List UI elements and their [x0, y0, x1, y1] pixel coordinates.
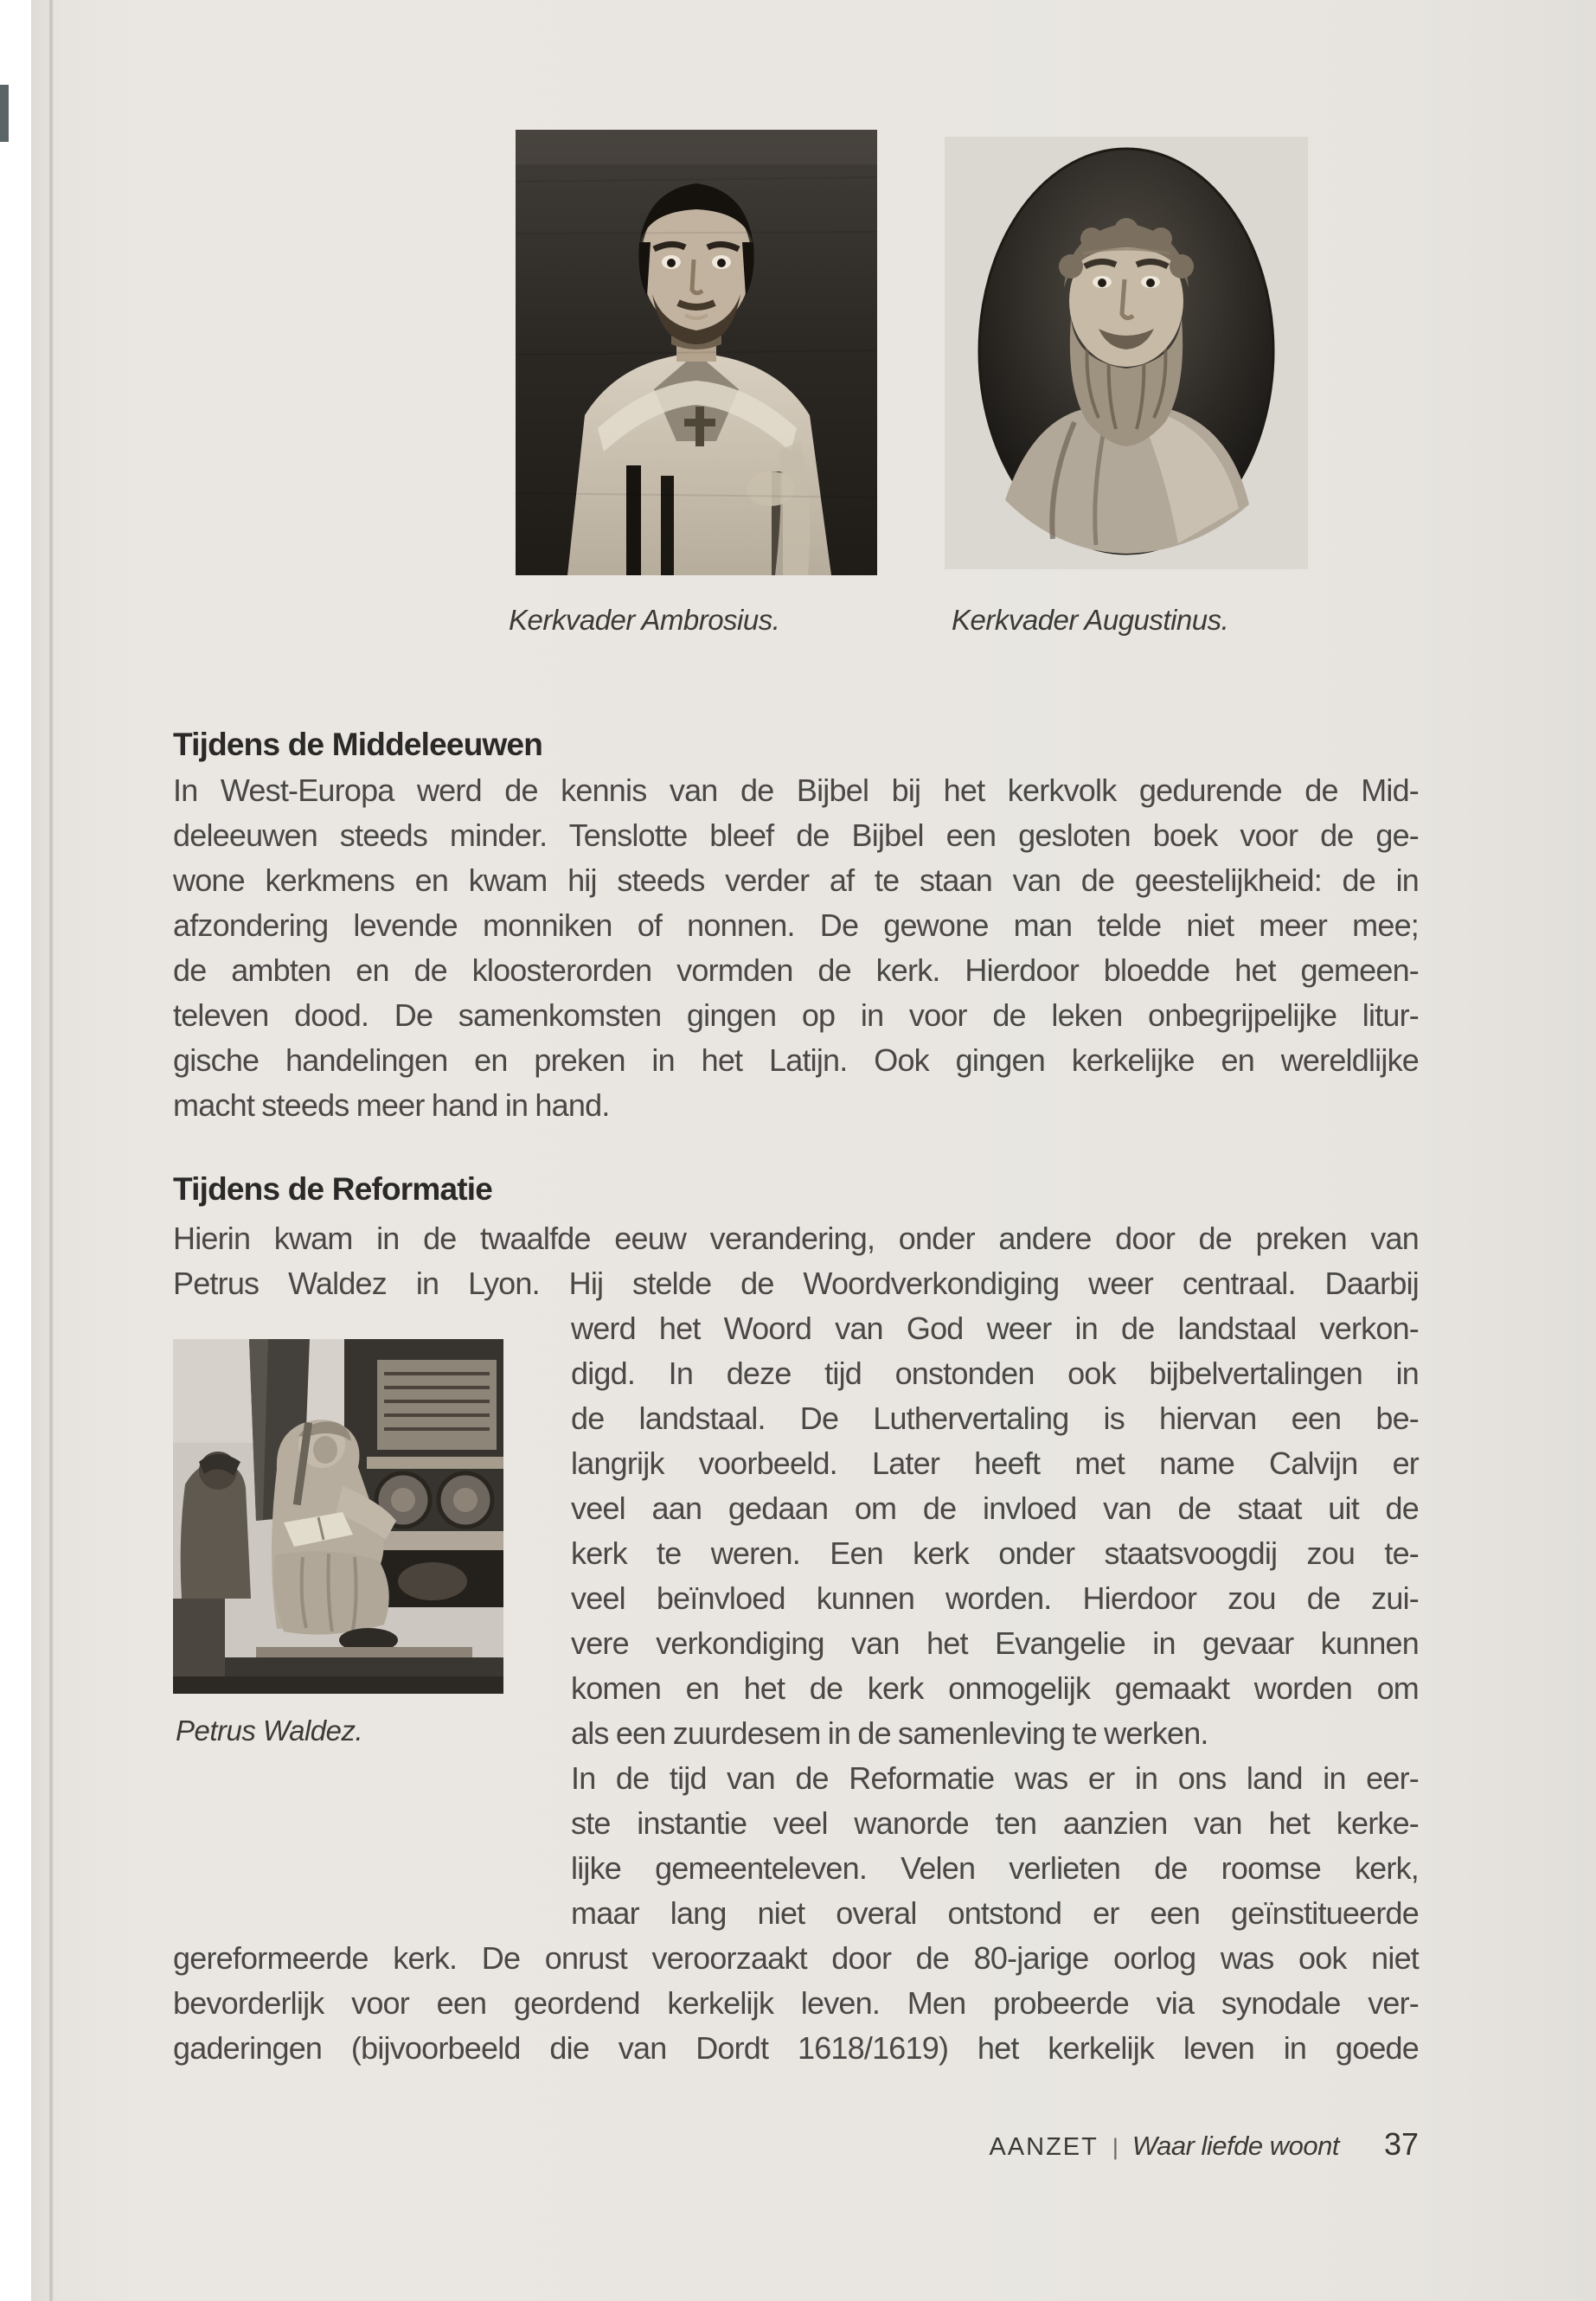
text-line: vere verkondiging van het Evangelie in gevaar kunnen [571, 1625, 1419, 1661]
paragraph-reformatie-bottom [173, 1936, 1419, 2071]
text-line: maar lang niet overal ontstond er een geïnstitueerde [571, 1895, 1419, 1931]
text-line: wone kerkmens en kwam hij steeds verder af te staan van de geestelijkheid: de in [173, 862, 1419, 898]
text-line: Petrus Waldez in Lyon. Hij stelde de Woordverkondiging weer centraal. Daarbij [173, 1266, 1419, 1301]
text-line: gaderingen (bijvoorbeeld die van Dordt 1618/1619) het kerkelijk leven in goede [173, 2030, 1419, 2066]
text-line: gereformeerde kerk. De onrust veroorzaakt door de 80-jarige oorlog was ook niet [173, 1940, 1419, 1976]
footer-chapter-title: Waar liefde woont [1131, 2131, 1339, 2161]
section-heading-reformatie: Tijdens de Reformatie [173, 1171, 493, 1207]
page-binding-crease [48, 0, 54, 2301]
page-footer [173, 2126, 1419, 2163]
augustinus-portrait-figure [945, 137, 1308, 569]
text-line: digd. In deze tijd onstonden ook bijbelvertalingen in [571, 1356, 1419, 1391]
text-line: lijke gemeenteleven. Velen verlieten de roomse kerk, [571, 1850, 1419, 1886]
text-line: deleeuwen steeds minder. Tenslotte bleef de Bijbel een gesloten boek voor de ge- [173, 817, 1419, 853]
waldez-caption: Petrus Waldez. [176, 1715, 363, 1747]
augustinus-portrait-image [945, 137, 1308, 569]
text-line: In West-Europa werd de kennis van de Bijbel bij het kerkvolk gedurende de Mid- [173, 772, 1419, 808]
section-heading-middeleeuwen: Tijdens de Middeleeuwen [173, 727, 543, 762]
text-line: macht steeds meer hand in hand. [173, 1087, 610, 1123]
ambrosius-portrait-image [516, 130, 877, 575]
text-line: televen dood. De samenkomsten gingen op in voor de leken onbegrijpelijke litur- [173, 997, 1419, 1033]
text-line: veel aan gedaan om de invloed van de staat uit de [571, 1490, 1419, 1526]
text-line: als een zuurdesem in de samenleving te werken. [571, 1715, 1208, 1751]
footer-page-number: 37 [1383, 2126, 1419, 2162]
text-line: werd het Woord van God weer in de landstaal verkon- [571, 1311, 1419, 1346]
waldez-statue-image [173, 1339, 503, 1694]
text-line: gische handelingen en preken in het Latijn. Ook gingen kerkelijke en wereldlijke [173, 1042, 1419, 1078]
ambrosius-caption: Kerkvader Ambrosius. [509, 604, 780, 636]
text-line: In de tijd van de Reformatie was er in ons land in eer- [571, 1760, 1419, 1796]
paragraph-middeleeuwen [173, 768, 1419, 1128]
footer-publication: AANZET [989, 2133, 1099, 2161]
waldez-statue-figure [173, 1339, 503, 1694]
text-line: bevorderlijk voor een geordend kerkelijk leven. Men probeerde via synodale ver- [173, 1985, 1419, 2021]
text-line: veel beïnvloed kunnen worden. Hierdoor zou de zui- [571, 1580, 1419, 1616]
text-line: afzondering levende monniken of nonnen. De gewone man telde niet meer mee; [173, 907, 1419, 943]
text-line: Hierin kwam in de twaalfde eeuw verandering, onder andere door de preken van [173, 1221, 1419, 1256]
footer-separator: | [1112, 2134, 1118, 2160]
text-line: ste instantie veel wanorde ten aanzien van het kerke- [571, 1805, 1419, 1841]
paragraph-reformatie-wrap-a [571, 1306, 1419, 1756]
text-line: kerk te weren. Een kerk onder staatsvoogdij zou te- [571, 1535, 1419, 1571]
text-line: langrijk voorbeeld. Later heeft met name Calvijn er [571, 1445, 1419, 1481]
augustinus-caption: Kerkvader Augustinus. [952, 604, 1229, 636]
scan-edge-artifact [0, 85, 9, 142]
text-line: komen en het de kerk onmogelijk gemaakt worden om [571, 1670, 1419, 1706]
ambrosius-portrait-figure [516, 130, 877, 575]
paragraph-reformatie-intro [173, 1216, 1419, 1306]
text-line: de landstaal. De Luthervertaling is hiervan een be- [571, 1400, 1419, 1436]
text-line: de ambten en de kloosterorden vormden de kerk. Hierdoor bloedde het gemeen- [173, 952, 1419, 988]
paragraph-reformatie-wrap-b [571, 1756, 1419, 1936]
